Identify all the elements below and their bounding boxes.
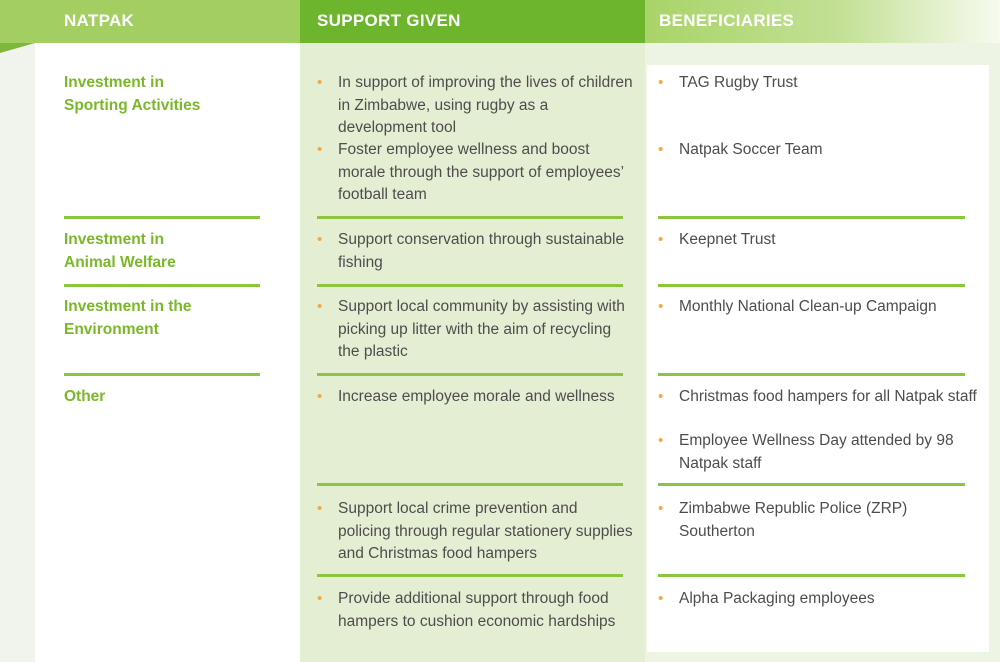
category-line: Environment	[64, 320, 159, 338]
row-divider	[64, 284, 260, 287]
support-item: • Support conservation through sustainable fishing	[338, 229, 633, 274]
support-item: • Foster employee wellness and boost morale through the support of employees’ football team	[338, 139, 633, 207]
row-divider	[658, 373, 965, 376]
beneficiary-item: • TAG Rugby Trust	[679, 72, 984, 95]
beneficiary-item: • Natpak Soccer Team	[679, 139, 984, 162]
beneficiary-item: • Employee Wellness Day attended by 98 Natpak staff	[679, 430, 984, 475]
row-divider	[317, 216, 623, 219]
row-divider	[317, 574, 623, 577]
category-animal-welfare	[64, 229, 176, 274]
category-line: Investment in the	[64, 298, 192, 315]
row-divider	[658, 574, 965, 577]
beneficiary-item: • Alpha Packaging employees	[679, 588, 984, 611]
category-line: Animal Welfare	[64, 253, 176, 271]
beneficiary-item: • Zimbabwe Republic Police (ZRP) Southerton	[679, 498, 984, 543]
category-environment	[64, 296, 191, 341]
support-item: • Support local community by assisting with picking up litter with the aim of recycling the plastic	[338, 296, 633, 364]
category-line: Investment in	[64, 74, 164, 91]
header-support-given: SUPPORT GIVEN	[300, 0, 645, 43]
support-item: • Increase employee morale and wellness	[338, 386, 633, 409]
category-sporting	[64, 72, 200, 117]
row-divider	[64, 373, 260, 376]
support-item: • In support of improving the lives of children in Zimbabwe, using rugby as a development tool	[338, 72, 633, 140]
beneficiary-item: • Monthly National Clean-up Campaign	[679, 296, 984, 319]
header-natpak: NATPAK	[0, 0, 300, 43]
support-item: • Support local crime prevention and policing through regular stationery supplies and Christmas food hampers	[338, 498, 633, 566]
row-divider	[658, 216, 965, 219]
header-beneficiaries: BENEFICIARIES	[645, 0, 1000, 43]
beneficiary-item: • Christmas food hampers for all Natpak staff	[679, 386, 984, 409]
beneficiary-item: • Keepnet Trust	[679, 229, 984, 252]
category-other	[64, 386, 105, 409]
row-divider	[317, 373, 623, 376]
row-divider	[317, 483, 623, 486]
support-item: • Provide additional support through food hampers to cushion economic hardships	[338, 588, 633, 633]
row-divider	[64, 216, 260, 219]
category-line: Other	[64, 388, 106, 405]
row-divider	[317, 284, 623, 287]
row-divider	[658, 284, 965, 287]
header-fold-corner	[0, 43, 35, 53]
category-line: Investment in	[64, 231, 164, 248]
natpak-column-panel	[35, 43, 300, 662]
category-line: Sporting Activities	[64, 96, 201, 114]
row-divider	[658, 483, 965, 486]
